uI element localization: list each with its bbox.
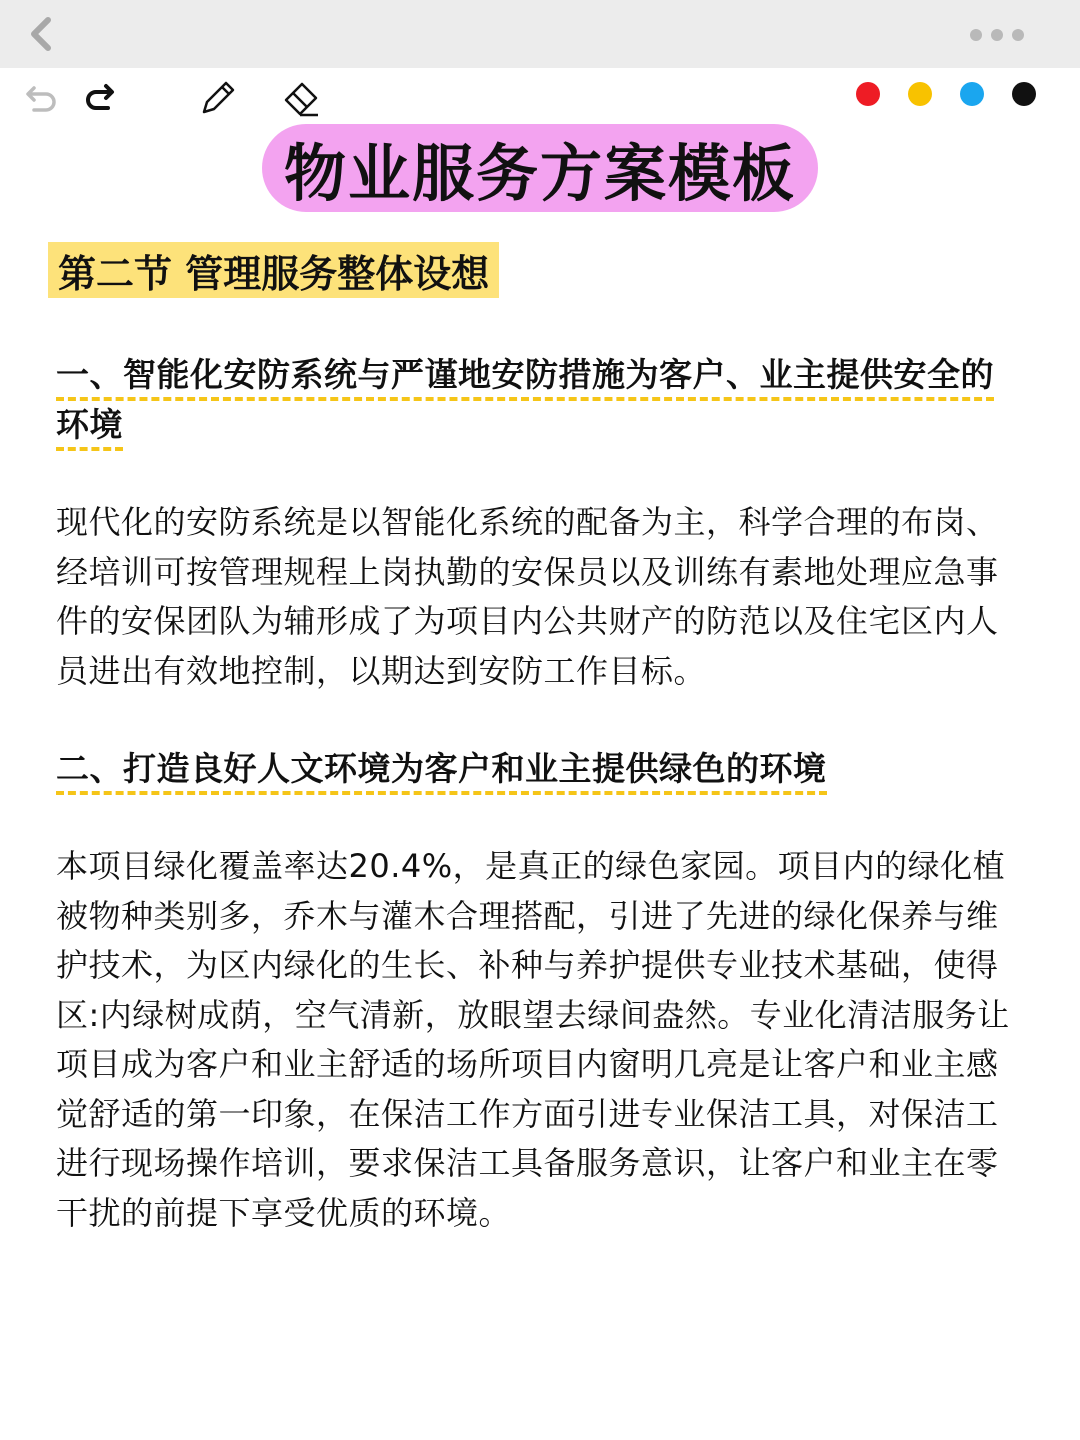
undo-button[interactable] [22, 78, 62, 118]
color-blue-swatch[interactable] [960, 82, 984, 106]
more-dot [1012, 29, 1024, 41]
color-black-swatch[interactable] [1012, 82, 1036, 106]
page-title: 物业服务方案模板 [283, 136, 796, 210]
section-title: 第二节 管理服务整体设想 [58, 251, 490, 296]
eraser-icon [282, 78, 322, 118]
paragraph-1: 现代化的安防系统是以智能化系统的配备为主，科学合理的布岗、经培训可按管理规程上岗执勤的安保员以及训练有素地处理应急事件的安保团队为辅形成了为项目内公共财产的防范以及住宅区内人 员进出有效地控制，以期达到安防工作目标。 [56, 503, 999, 690]
color-red-swatch[interactable] [856, 82, 880, 106]
heading-1-text: 一、智能化安防系统与严谨地安防措施为客户、业主提供安全的环境 [56, 355, 994, 451]
heading-1 [56, 350, 1014, 450]
redo-icon [80, 78, 120, 118]
back-button[interactable] [22, 14, 62, 54]
title-highlight [262, 124, 818, 212]
more-dot [991, 29, 1003, 41]
section-highlight [48, 242, 499, 298]
paragraph-2: 本项目绿化覆盖率达20.4%，是真正的绿色家园。项目内的绿化植被物种类别多，乔木与灌木合理搭配，引进了先进的绿化保养与维护技术，为区内绿化的生长、补种与养护提供专业技术基础，使得区:内绿树成荫，空气清新，放眼望去绿间盎然。专业化清洁服务让项目成为客户和业主舒适的场所项目内窗明几亮是让客户和业主感觉舒适的第一印象，在保洁工作方面引进专业保洁工具，对保洁工进行现场操作培训，要求保洁工具备服务意识，让客户和业主在零干扰的前提下享受优质的环境。 [56, 847, 1010, 1232]
top-bar [0, 0, 1080, 68]
chevron-left-icon [22, 14, 62, 54]
pen-button[interactable] [198, 78, 238, 118]
document-body [56, 350, 1014, 1238]
heading-2 [56, 744, 1014, 794]
heading-2-text: 二、打造良好人文环境为客户和业主提供绿色的环境 [56, 749, 827, 795]
eraser-button[interactable] [282, 78, 322, 118]
undo-icon [22, 78, 62, 118]
more-button[interactable] [970, 26, 1040, 46]
pen-icon [198, 78, 238, 118]
color-yellow-swatch[interactable] [908, 82, 932, 106]
more-dots-icon [970, 29, 982, 41]
redo-button[interactable] [80, 78, 120, 118]
